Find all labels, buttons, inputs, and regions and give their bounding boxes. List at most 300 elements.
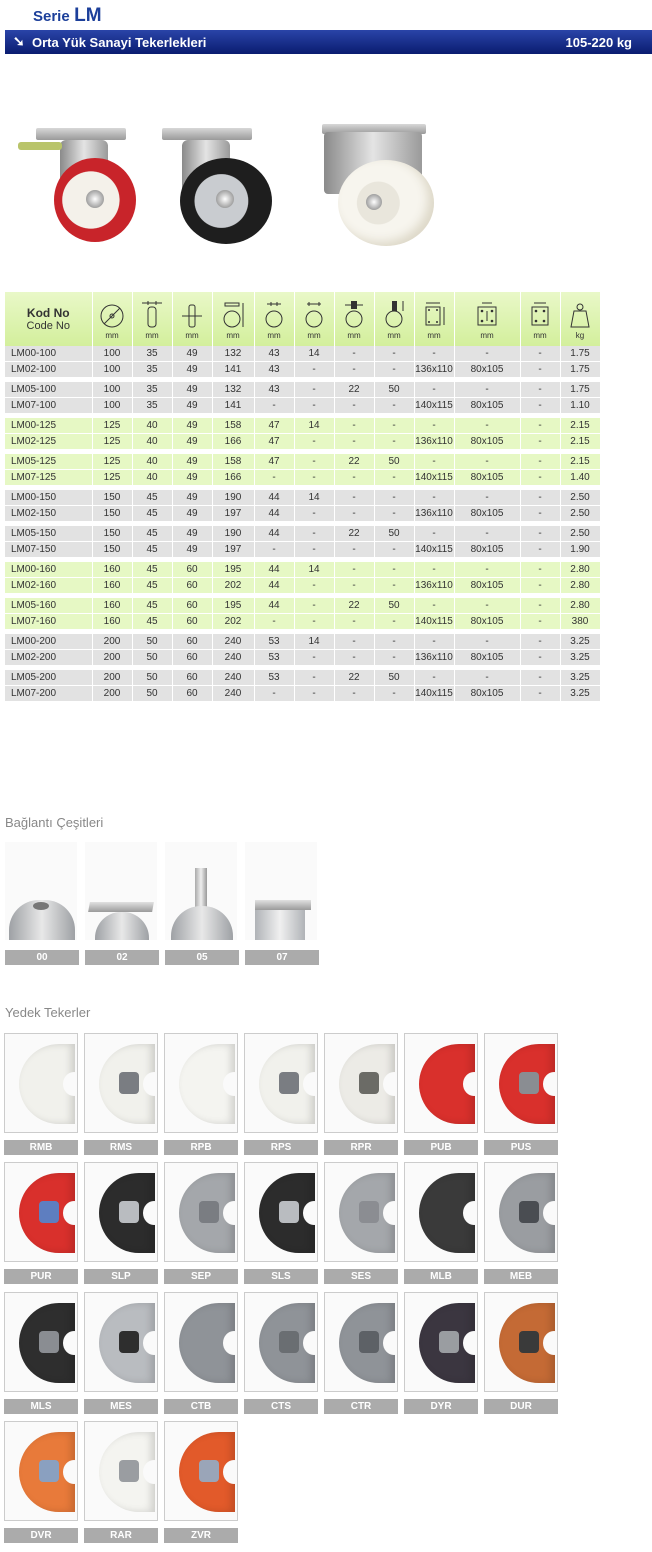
table-row bbox=[5, 490, 600, 506]
value-cell: - bbox=[374, 542, 414, 558]
value-cell: - bbox=[454, 382, 520, 398]
value-cell: - bbox=[454, 670, 520, 686]
value-cell: - bbox=[294, 614, 334, 630]
stem-diameter-icon bbox=[341, 299, 367, 329]
value-cell: - bbox=[520, 398, 560, 414]
code-cell: LM05-200 bbox=[5, 670, 92, 686]
header-stem-diameter bbox=[334, 292, 374, 346]
connections-title: Bağlantı Çeşitleri bbox=[5, 815, 104, 830]
spare-wheel-image bbox=[404, 1162, 478, 1262]
spare-wheel-image bbox=[484, 1033, 558, 1133]
header-plate-size bbox=[414, 292, 454, 346]
wheel-diameter-icon bbox=[99, 299, 125, 329]
value-cell: 40 bbox=[132, 470, 172, 486]
value-cell: - bbox=[334, 686, 374, 702]
spare-wheel-image bbox=[4, 1421, 78, 1521]
table-row bbox=[5, 470, 600, 486]
value-cell: 47 bbox=[254, 434, 294, 450]
unit-label: mm bbox=[105, 330, 119, 340]
value-cell: - bbox=[374, 346, 414, 362]
value-cell: 140x115 bbox=[414, 686, 454, 702]
code-cell: LM07-150 bbox=[5, 542, 92, 558]
value-cell: 2.50 bbox=[560, 526, 600, 542]
table-row bbox=[5, 506, 600, 522]
value-cell: 43 bbox=[254, 346, 294, 362]
value-cell: 100 bbox=[92, 346, 132, 362]
value-cell: 2.15 bbox=[560, 418, 600, 434]
value-cell: - bbox=[294, 578, 334, 594]
plate-size-icon bbox=[421, 299, 447, 329]
value-cell: 60 bbox=[172, 578, 212, 594]
value-cell: - bbox=[334, 434, 374, 450]
table-row bbox=[5, 598, 600, 614]
value-cell: - bbox=[294, 506, 334, 522]
code-cell: LM00-100 bbox=[5, 346, 92, 362]
value-cell: 166 bbox=[212, 470, 254, 486]
value-cell: 43 bbox=[254, 382, 294, 398]
value-cell: - bbox=[520, 418, 560, 434]
caster-photo-fixed bbox=[318, 124, 448, 248]
table-row bbox=[5, 526, 600, 542]
value-cell: 141 bbox=[212, 362, 254, 378]
bolt-hole-icon bbox=[301, 299, 327, 329]
header-code bbox=[5, 292, 92, 346]
value-cell: - bbox=[374, 634, 414, 650]
spare-wheel-image bbox=[164, 1421, 238, 1521]
table-row bbox=[5, 542, 600, 558]
wheel-core bbox=[359, 1331, 379, 1353]
value-cell: 60 bbox=[172, 650, 212, 666]
value-cell: 22 bbox=[334, 454, 374, 470]
value-cell: - bbox=[414, 670, 454, 686]
value-cell: 202 bbox=[212, 614, 254, 630]
value-cell: 45 bbox=[132, 490, 172, 506]
value-cell: - bbox=[334, 362, 374, 378]
value-cell: 140x115 bbox=[414, 614, 454, 630]
value-cell: 49 bbox=[172, 542, 212, 558]
value-cell: 35 bbox=[132, 346, 172, 362]
value-cell: 50 bbox=[132, 650, 172, 666]
wheel-core bbox=[39, 1201, 59, 1223]
value-cell: 50 bbox=[132, 634, 172, 650]
value-cell: 136x110 bbox=[414, 362, 454, 378]
value-cell: 49 bbox=[172, 382, 212, 398]
value-cell: 44 bbox=[254, 506, 294, 522]
value-cell: 202 bbox=[212, 578, 254, 594]
spare-wheel-code: PUB bbox=[404, 1140, 478, 1155]
spare-wheel-image bbox=[164, 1162, 238, 1262]
unit-label: mm bbox=[387, 330, 401, 340]
spare-wheel-image bbox=[324, 1292, 398, 1392]
value-cell: 44 bbox=[254, 490, 294, 506]
value-cell: 100 bbox=[92, 362, 132, 378]
value-cell: - bbox=[414, 418, 454, 434]
unit-label: mm bbox=[533, 330, 547, 340]
spare-wheel-code: RAR bbox=[84, 1528, 158, 1543]
header-hole-diameter bbox=[520, 292, 560, 346]
value-cell: - bbox=[374, 490, 414, 506]
wheel-core bbox=[279, 1201, 299, 1223]
value-cell: 140x115 bbox=[414, 398, 454, 414]
header-bolt-hole bbox=[294, 292, 334, 346]
code-cell: LM07-200 bbox=[5, 686, 92, 702]
table-row bbox=[5, 362, 600, 378]
value-cell: - bbox=[334, 418, 374, 434]
value-cell: 125 bbox=[92, 418, 132, 434]
value-cell: - bbox=[454, 346, 520, 362]
table-row bbox=[5, 382, 600, 398]
value-cell: - bbox=[334, 614, 374, 630]
table-row bbox=[5, 398, 600, 414]
hub-length-icon bbox=[179, 299, 205, 329]
wheel-half bbox=[419, 1044, 475, 1124]
table-row bbox=[5, 578, 600, 594]
value-cell: 195 bbox=[212, 598, 254, 614]
value-cell: - bbox=[520, 434, 560, 450]
spare-wheel-code: SES bbox=[324, 1269, 398, 1284]
wheel-half bbox=[419, 1173, 475, 1253]
value-cell: - bbox=[520, 362, 560, 378]
value-cell: 136x110 bbox=[414, 434, 454, 450]
header-bolt-spacing bbox=[454, 292, 520, 346]
load-range: 105-220 kg bbox=[565, 35, 632, 50]
unit-label: mm bbox=[267, 330, 281, 340]
code-cell: LM07-125 bbox=[5, 470, 92, 486]
value-cell: 14 bbox=[294, 418, 334, 434]
value-cell: 44 bbox=[254, 526, 294, 542]
value-cell: - bbox=[254, 614, 294, 630]
spare-wheel-code: DUR bbox=[484, 1399, 558, 1414]
value-cell: 200 bbox=[92, 650, 132, 666]
table-header-row bbox=[5, 292, 600, 346]
value-cell: 197 bbox=[212, 542, 254, 558]
value-cell: - bbox=[520, 506, 560, 522]
value-cell: 160 bbox=[92, 578, 132, 594]
value-cell: 160 bbox=[92, 562, 132, 578]
spare-wheel-code: PUR bbox=[4, 1269, 78, 1284]
value-cell: 140x115 bbox=[414, 470, 454, 486]
wheel-core bbox=[439, 1331, 459, 1353]
unit-label: mm bbox=[226, 330, 240, 340]
value-cell: 2.50 bbox=[560, 490, 600, 506]
series-label: Serie bbox=[33, 8, 70, 25]
value-cell: 200 bbox=[92, 634, 132, 650]
code-cell: LM07-100 bbox=[5, 398, 92, 414]
spare-wheel-code: MEB bbox=[484, 1269, 558, 1284]
header-hub-length bbox=[172, 292, 212, 346]
value-cell: 132 bbox=[212, 346, 254, 362]
connection-image bbox=[85, 842, 157, 940]
code-cell: LM05-160 bbox=[5, 598, 92, 614]
value-cell: 40 bbox=[132, 434, 172, 450]
value-cell: - bbox=[334, 562, 374, 578]
value-cell: - bbox=[374, 470, 414, 486]
value-cell: - bbox=[374, 650, 414, 666]
value-cell: 45 bbox=[132, 542, 172, 558]
value-cell: 190 bbox=[212, 526, 254, 542]
value-cell: 53 bbox=[254, 634, 294, 650]
value-cell: 43 bbox=[254, 362, 294, 378]
value-cell: 80x105 bbox=[454, 578, 520, 594]
value-cell: - bbox=[334, 346, 374, 362]
value-cell: 40 bbox=[132, 454, 172, 470]
value-cell: - bbox=[294, 598, 334, 614]
spare-wheel-image bbox=[4, 1292, 78, 1392]
value-cell: - bbox=[520, 670, 560, 686]
offset-icon bbox=[261, 299, 287, 329]
value-cell: 50 bbox=[374, 670, 414, 686]
bolt-spacing-icon bbox=[474, 299, 500, 329]
value-cell: 50 bbox=[374, 454, 414, 470]
spec-table-body bbox=[5, 346, 600, 702]
value-cell: - bbox=[520, 490, 560, 506]
wheel-half bbox=[19, 1044, 75, 1124]
value-cell: - bbox=[414, 562, 454, 578]
value-cell: 35 bbox=[132, 382, 172, 398]
spare-wheel-image bbox=[244, 1033, 318, 1133]
wheel-core bbox=[359, 1072, 379, 1094]
spare-wheel-code: RPS bbox=[244, 1140, 318, 1155]
value-cell: 45 bbox=[132, 598, 172, 614]
code-cell: LM05-100 bbox=[5, 382, 92, 398]
value-cell: - bbox=[374, 398, 414, 414]
connection-image bbox=[165, 842, 237, 940]
value-cell: 125 bbox=[92, 470, 132, 486]
wheel-core bbox=[279, 1331, 299, 1353]
value-cell: 14 bbox=[294, 346, 334, 362]
value-cell: 80x105 bbox=[454, 470, 520, 486]
wheel-core bbox=[39, 1460, 59, 1482]
value-cell: 49 bbox=[172, 490, 212, 506]
code-cell: LM02-200 bbox=[5, 650, 92, 666]
value-cell: 1.90 bbox=[560, 542, 600, 558]
value-cell: 3.25 bbox=[560, 634, 600, 650]
value-cell: 53 bbox=[254, 650, 294, 666]
wheel-core bbox=[119, 1331, 139, 1353]
spare-wheel-code: RMB bbox=[4, 1140, 78, 1155]
connection-label: 02 bbox=[85, 950, 159, 965]
value-cell: 125 bbox=[92, 454, 132, 470]
value-cell: 190 bbox=[212, 490, 254, 506]
value-cell: 136x110 bbox=[414, 506, 454, 522]
unit-label: mm bbox=[185, 330, 199, 340]
value-cell: - bbox=[294, 434, 334, 450]
header-code-en: Code No bbox=[26, 320, 70, 332]
value-cell: 49 bbox=[172, 398, 212, 414]
value-cell: 49 bbox=[172, 346, 212, 362]
value-cell: 166 bbox=[212, 434, 254, 450]
value-cell: 60 bbox=[172, 686, 212, 702]
spare-wheel-code: SEP bbox=[164, 1269, 238, 1284]
spare-wheel-code: CTS bbox=[244, 1399, 318, 1414]
value-cell: - bbox=[294, 382, 334, 398]
value-cell: - bbox=[414, 526, 454, 542]
value-cell: 49 bbox=[172, 454, 212, 470]
value-cell: 2.80 bbox=[560, 562, 600, 578]
value-cell: - bbox=[414, 454, 454, 470]
value-cell: 1.10 bbox=[560, 398, 600, 414]
unit-label: mm bbox=[347, 330, 361, 340]
code-cell: LM02-160 bbox=[5, 578, 92, 594]
value-cell: 53 bbox=[254, 670, 294, 686]
value-cell: - bbox=[294, 526, 334, 542]
value-cell: - bbox=[414, 490, 454, 506]
spare-wheel-image bbox=[244, 1292, 318, 1392]
spare-wheel-code: RPB bbox=[164, 1140, 238, 1155]
unit-label: mm bbox=[480, 330, 494, 340]
value-cell: 150 bbox=[92, 506, 132, 522]
value-cell: - bbox=[294, 398, 334, 414]
value-cell: 200 bbox=[92, 686, 132, 702]
header-weight bbox=[560, 292, 600, 346]
value-cell: 195 bbox=[212, 562, 254, 578]
value-cell: 240 bbox=[212, 650, 254, 666]
caster-photo-brake bbox=[18, 128, 138, 244]
value-cell: 14 bbox=[294, 490, 334, 506]
value-cell: - bbox=[520, 346, 560, 362]
value-cell: 60 bbox=[172, 670, 212, 686]
value-cell: 1.40 bbox=[560, 470, 600, 486]
value-cell: - bbox=[520, 542, 560, 558]
value-cell: 44 bbox=[254, 578, 294, 594]
spares-title: Yedek Tekerler bbox=[5, 1005, 91, 1020]
value-cell: - bbox=[520, 526, 560, 542]
spec-table bbox=[5, 292, 601, 702]
caster-photo-swivel bbox=[160, 128, 280, 244]
value-cell: - bbox=[254, 470, 294, 486]
value-cell: 1.75 bbox=[560, 382, 600, 398]
value-cell: 50 bbox=[374, 382, 414, 398]
spare-wheel-image bbox=[404, 1033, 478, 1133]
table-row bbox=[5, 614, 600, 630]
spare-wheel-code: SLP bbox=[84, 1269, 158, 1284]
wheel-core bbox=[519, 1331, 539, 1353]
spare-wheel-image bbox=[324, 1033, 398, 1133]
value-cell: 240 bbox=[212, 670, 254, 686]
spare-wheel-image bbox=[84, 1292, 158, 1392]
value-cell: 136x110 bbox=[414, 578, 454, 594]
value-cell: 2.15 bbox=[560, 434, 600, 450]
spare-wheel-image bbox=[324, 1162, 398, 1262]
table-row bbox=[5, 434, 600, 450]
value-cell: 136x110 bbox=[414, 650, 454, 666]
title-banner bbox=[5, 30, 652, 54]
value-cell: 80x105 bbox=[454, 434, 520, 450]
header-stem-length bbox=[374, 292, 414, 346]
spare-wheel-code: MLS bbox=[4, 1399, 78, 1414]
value-cell: 50 bbox=[132, 670, 172, 686]
value-cell: - bbox=[294, 470, 334, 486]
value-cell: 100 bbox=[92, 382, 132, 398]
wheel-half bbox=[179, 1303, 235, 1383]
value-cell: - bbox=[294, 362, 334, 378]
total-height-icon bbox=[220, 299, 246, 329]
value-cell: 2.15 bbox=[560, 454, 600, 470]
value-cell: 160 bbox=[92, 598, 132, 614]
value-cell: 160 bbox=[92, 614, 132, 630]
wheel-core bbox=[119, 1201, 139, 1223]
value-cell: - bbox=[334, 470, 374, 486]
value-cell: - bbox=[254, 398, 294, 414]
spare-wheel-image bbox=[404, 1292, 478, 1392]
value-cell: 35 bbox=[132, 398, 172, 414]
value-cell: - bbox=[374, 418, 414, 434]
value-cell: - bbox=[334, 634, 374, 650]
value-cell: - bbox=[334, 490, 374, 506]
value-cell: 45 bbox=[132, 526, 172, 542]
wheel-half bbox=[179, 1044, 235, 1124]
spare-wheel-image bbox=[484, 1162, 558, 1262]
wheel-core bbox=[519, 1072, 539, 1094]
spare-wheel-code: DYR bbox=[404, 1399, 478, 1414]
header-width bbox=[132, 292, 172, 346]
value-cell: - bbox=[520, 562, 560, 578]
value-cell: 50 bbox=[374, 526, 414, 542]
value-cell: - bbox=[334, 542, 374, 558]
value-cell: 141 bbox=[212, 398, 254, 414]
spare-wheel-code: CTR bbox=[324, 1399, 398, 1414]
spare-wheel-image bbox=[84, 1033, 158, 1133]
value-cell: 49 bbox=[172, 362, 212, 378]
value-cell: 49 bbox=[172, 526, 212, 542]
value-cell: - bbox=[520, 470, 560, 486]
value-cell: 200 bbox=[92, 670, 132, 686]
spare-wheel-code: MLB bbox=[404, 1269, 478, 1284]
value-cell: 80x105 bbox=[454, 362, 520, 378]
value-cell: - bbox=[454, 634, 520, 650]
value-cell: 80x105 bbox=[454, 614, 520, 630]
value-cell: - bbox=[520, 614, 560, 630]
value-cell: 80x105 bbox=[454, 398, 520, 414]
value-cell: - bbox=[414, 382, 454, 398]
wheel-core bbox=[519, 1201, 539, 1223]
wheel-core bbox=[119, 1072, 139, 1094]
wheel-core bbox=[199, 1460, 219, 1482]
spare-wheel-code: PUS bbox=[484, 1140, 558, 1155]
value-cell: - bbox=[374, 562, 414, 578]
value-cell: 49 bbox=[172, 418, 212, 434]
value-cell: - bbox=[520, 382, 560, 398]
value-cell: 140x115 bbox=[414, 542, 454, 558]
value-cell: - bbox=[334, 398, 374, 414]
value-cell: - bbox=[294, 650, 334, 666]
hole-diameter-icon bbox=[527, 299, 553, 329]
value-cell: 150 bbox=[92, 542, 132, 558]
value-cell: 22 bbox=[334, 670, 374, 686]
value-cell: 60 bbox=[172, 562, 212, 578]
value-cell: 44 bbox=[254, 598, 294, 614]
value-cell: - bbox=[454, 562, 520, 578]
value-cell: 40 bbox=[132, 418, 172, 434]
spare-wheel-image bbox=[484, 1292, 558, 1392]
spare-wheel-code: RMS bbox=[84, 1140, 158, 1155]
header-diameter bbox=[92, 292, 132, 346]
wheel-core bbox=[119, 1460, 139, 1482]
spare-wheel-code: ZVR bbox=[164, 1528, 238, 1543]
value-cell: 240 bbox=[212, 686, 254, 702]
value-cell: 100 bbox=[92, 398, 132, 414]
value-cell: 2.50 bbox=[560, 506, 600, 522]
value-cell: 80x105 bbox=[454, 650, 520, 666]
code-cell: LM00-125 bbox=[5, 418, 92, 434]
value-cell: 80x105 bbox=[454, 542, 520, 558]
value-cell: 1.75 bbox=[560, 346, 600, 362]
stem-length-icon bbox=[381, 299, 407, 329]
value-cell: - bbox=[374, 362, 414, 378]
code-cell: LM02-150 bbox=[5, 506, 92, 522]
table-row bbox=[5, 634, 600, 650]
value-cell: - bbox=[454, 598, 520, 614]
